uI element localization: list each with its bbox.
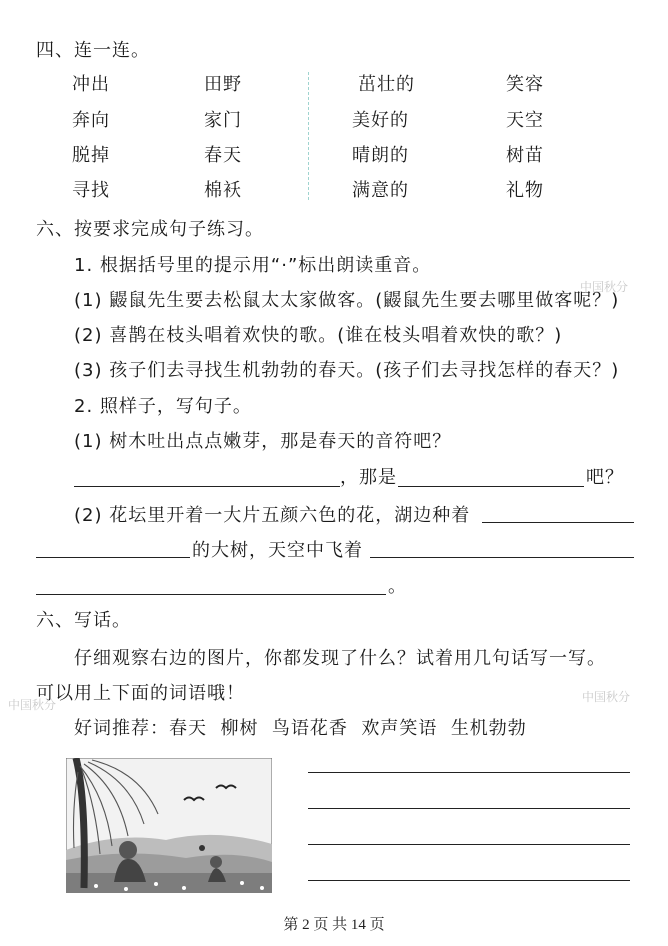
stress-item[interactable]: (3) 孩子们去寻找生机勃勃的春天。(孩子们去寻找怎样的春天？) (74, 360, 620, 381)
match-word[interactable]: 冲出 (72, 74, 110, 95)
fill-text: 吧？ (586, 467, 624, 488)
word-chip: 生机勃勃 (450, 718, 527, 739)
stress-item[interactable]: (1) 鼹鼠先生要去松鼠太太家做客。(鼹鼠先生要去哪里做客呢？) (74, 290, 620, 311)
writing-line[interactable] (308, 808, 630, 809)
page-number: 第 2 页 共 14 页 (283, 917, 385, 933)
match-word[interactable]: 田野 (204, 74, 242, 95)
words-label: 好词推荐： (74, 718, 169, 739)
fill-text: ，那是 (340, 467, 397, 488)
writing-heading: 六、写话。 (36, 610, 131, 631)
item2-end: 。 (388, 576, 407, 597)
match-word[interactable]: 笑容 (506, 74, 544, 95)
word-chip: 柳树 (220, 718, 259, 739)
stress-item[interactable]: (2) 喜鹊在枝头唱着欢快的歌。(谁在枝头唱着欢快的歌？) (74, 325, 563, 346)
answer-blank[interactable] (482, 522, 634, 523)
match-word[interactable]: 满意的 (352, 180, 409, 201)
match-word[interactable]: 春天 (204, 145, 242, 166)
part1-instruction: 1. 根据括号里的提示用“·”标出朗读重音。 (74, 255, 432, 276)
answer-blank[interactable] (36, 594, 386, 595)
writing-line[interactable] (308, 844, 630, 845)
writing-line[interactable] (308, 772, 630, 773)
match-word[interactable]: 晴朗的 (352, 145, 409, 166)
words-row (74, 718, 527, 740)
answer-blank[interactable] (370, 557, 634, 558)
match-word[interactable]: 茁壮的 (358, 74, 415, 95)
part2-instruction: 2. 照样子，写句子。 (74, 396, 252, 417)
match-word[interactable]: 树苗 (506, 145, 544, 166)
item2-middle: 的大树，天空中飞着 (192, 540, 363, 561)
watermark: 中国秋分 (580, 280, 629, 294)
match-word[interactable]: 棉袄 (204, 180, 242, 201)
writing-instruction: 仔细观察右边的图片，你都发现了什么？试着用几句话写一写。 (74, 648, 606, 669)
word-chip: 春天 (169, 718, 207, 739)
match-word[interactable]: 奔向 (72, 110, 110, 131)
match-word[interactable]: 家门 (204, 110, 242, 131)
match-word[interactable]: 美好的 (352, 110, 409, 131)
spring-illustration (66, 758, 272, 893)
watermark: 中国秋分 (8, 698, 57, 712)
match-word[interactable]: 礼物 (506, 180, 544, 201)
word-chip: 欢声笑语 (361, 718, 438, 739)
example-sentence: (1) 树木吐出点点嫩芽，那是春天的音符吧？ (74, 431, 452, 452)
writing-instruction: 可以用上下面的词语哦！ (36, 683, 245, 704)
match-word[interactable]: 寻找 (72, 180, 110, 201)
watermark: 中国秋分 (582, 690, 631, 704)
item2-start: (2) 花坛里开着一大片五颜六色的花，湖边种着 (74, 505, 471, 526)
answer-blank[interactable] (36, 557, 190, 558)
writing-line[interactable] (308, 880, 630, 881)
match-divider (308, 72, 309, 200)
word-chip: 鸟语花香 (271, 718, 348, 739)
match-word[interactable]: 脱掉 (72, 145, 110, 166)
sentences-heading: 六、按要求完成句子练习。 (36, 219, 264, 240)
answer-blank[interactable] (74, 486, 340, 487)
match-heading: 四、连一连。 (36, 40, 150, 61)
match-word[interactable]: 天空 (506, 110, 544, 131)
answer-blank[interactable] (398, 486, 584, 487)
